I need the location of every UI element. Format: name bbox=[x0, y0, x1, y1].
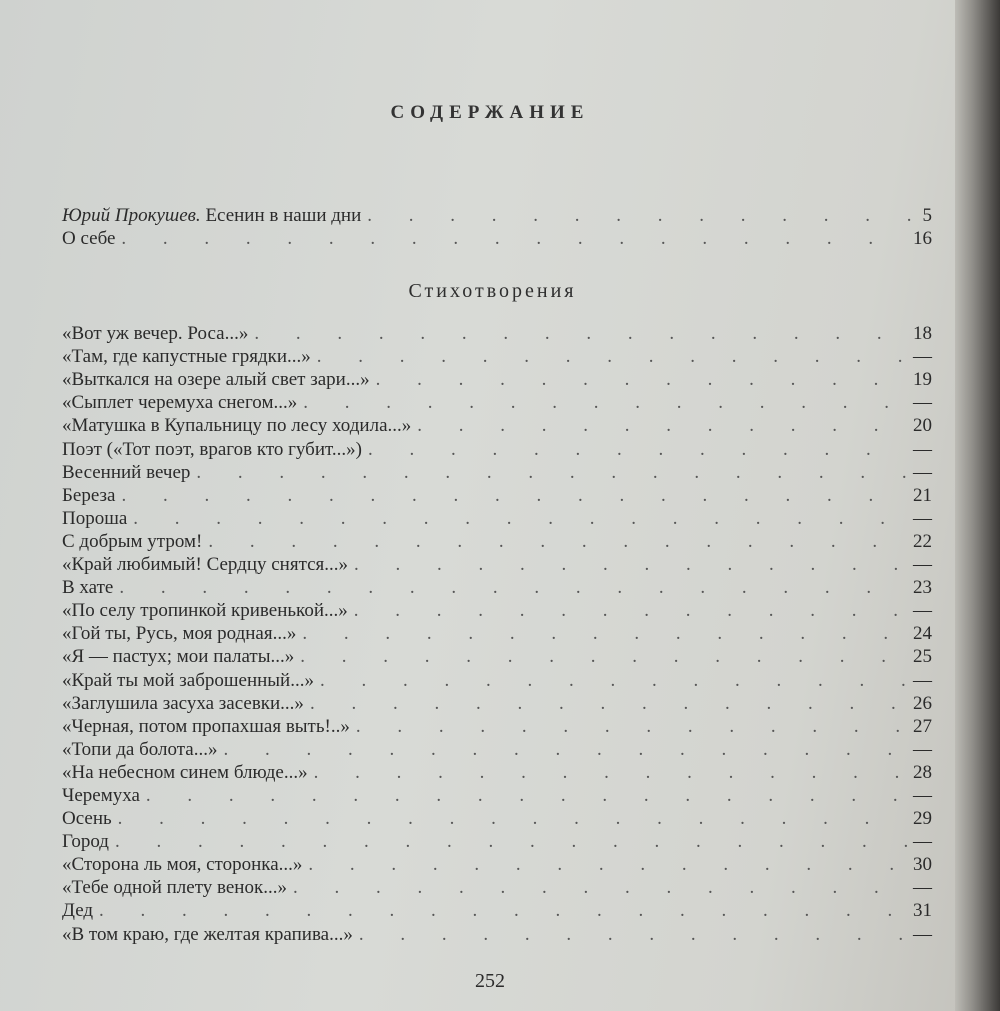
toc-entry-title: «На небесном синем блюде...» bbox=[62, 761, 308, 783]
toc-entry-page: 5 bbox=[922, 205, 932, 227]
toc-entry bbox=[62, 530, 932, 553]
toc-entry-page: 26 bbox=[913, 692, 932, 714]
toc-entry-author: Юрий Прокушев. bbox=[62, 205, 201, 227]
toc-entry bbox=[62, 692, 932, 715]
toc-entry bbox=[62, 437, 932, 460]
toc-entry bbox=[62, 599, 932, 622]
toc-entry-page: — bbox=[913, 600, 932, 622]
toc-entry-title: «Сыплет черемуха снегом...» bbox=[62, 392, 298, 414]
toc-entry-title: С добрым утром! bbox=[62, 530, 203, 552]
toc-entry bbox=[62, 784, 932, 807]
toc-entry bbox=[62, 645, 932, 668]
toc-entry-title: «Край любимый! Сердцу снятся...» bbox=[62, 554, 349, 576]
leader-dots bbox=[208, 531, 907, 553]
leader-dots bbox=[118, 808, 907, 830]
toc-entry-title: «Заглушила засуха засевки...» bbox=[62, 692, 304, 714]
toc-entry-title: Юрий Прокушев. Есенин в наши дни bbox=[62, 205, 362, 227]
leader-dots bbox=[146, 785, 907, 807]
leader-dots bbox=[308, 854, 907, 876]
leader-dots bbox=[133, 508, 907, 530]
toc-entry-page: 21 bbox=[913, 484, 932, 506]
toc-entry-page: 25 bbox=[913, 646, 932, 668]
toc-entry-title: Осень bbox=[62, 808, 112, 830]
toc-entry bbox=[62, 830, 932, 853]
toc-entry-title: «Там, где капустные грядки...» bbox=[62, 346, 311, 368]
leader-dots bbox=[99, 900, 907, 922]
toc-entry-title: «Выткался на озере алый свет зари...» bbox=[62, 369, 370, 391]
leader-dots bbox=[359, 924, 907, 946]
toc-entry-page: — bbox=[913, 877, 932, 899]
leader-dots bbox=[121, 228, 907, 250]
toc-entry-title: Дед bbox=[62, 900, 94, 922]
toc-entry-page: — bbox=[913, 346, 932, 368]
toc-entry-page: 27 bbox=[913, 715, 932, 737]
toc-entry bbox=[62, 853, 932, 876]
toc-entry bbox=[62, 715, 932, 738]
section-heading: Стихотворения bbox=[408, 280, 577, 302]
toc-entry bbox=[62, 576, 932, 599]
toc-entry bbox=[62, 922, 932, 945]
toc-entry-page: — bbox=[913, 784, 932, 806]
toc-entry bbox=[62, 738, 932, 761]
leader-dots bbox=[417, 415, 907, 437]
toc-entry-page: 22 bbox=[913, 530, 932, 552]
toc-entry-title: «По селу тропинкой кривенькой...» bbox=[62, 600, 348, 622]
leader-dots bbox=[368, 439, 907, 461]
toc-entry bbox=[62, 368, 932, 391]
toc-entry-page: 16 bbox=[913, 228, 932, 250]
leader-dots bbox=[293, 877, 907, 899]
toc-entry-page: — bbox=[913, 923, 932, 945]
leader-dots bbox=[115, 831, 907, 853]
toc-entry-title: О себе bbox=[62, 228, 116, 250]
toc-entry-page: 18 bbox=[913, 323, 932, 345]
book-spine-shadow bbox=[955, 0, 1000, 1011]
page-number: 252 bbox=[475, 970, 505, 992]
toc-entry-page: 24 bbox=[913, 623, 932, 645]
toc-entry-title: Черемуха bbox=[62, 784, 140, 806]
toc-entry-page: — bbox=[913, 738, 932, 760]
toc-entry-title: «Я — пастух; мои палаты...» bbox=[62, 646, 295, 668]
leader-dots bbox=[367, 205, 916, 227]
leader-dots bbox=[223, 739, 907, 761]
toc-entry bbox=[62, 807, 932, 830]
toc-entry-title: «Вот уж вечер. Роса...» bbox=[62, 323, 249, 345]
toc-entry-title: «Черная, потом пропахшая выть!..» bbox=[62, 715, 350, 737]
leader-dots bbox=[320, 670, 907, 692]
leader-dots bbox=[317, 346, 907, 368]
toc-entry-title: «Топи да болота...» bbox=[62, 738, 218, 760]
toc-entry bbox=[62, 227, 932, 250]
toc-entry bbox=[62, 204, 932, 227]
toc-entry-page: 28 bbox=[913, 761, 932, 783]
toc-entry-title: Поэт («Тот поэт, врагов кто губит...») bbox=[62, 438, 362, 460]
page-title: СОДЕРЖАНИЕ bbox=[390, 102, 590, 123]
toc-entry-title: «В том краю, где желтая крапива...» bbox=[62, 923, 353, 945]
toc-entry-title: Пороша bbox=[62, 507, 128, 529]
toc-entry bbox=[62, 322, 932, 345]
leader-dots bbox=[119, 577, 907, 599]
toc-entry-title: «Гой ты, Русь, моя родная...» bbox=[62, 623, 297, 645]
toc-entry bbox=[62, 345, 932, 368]
toc-entry-page: — bbox=[913, 831, 932, 853]
leader-dots bbox=[376, 369, 907, 391]
leader-dots bbox=[356, 716, 907, 738]
toc-entry-page: — bbox=[913, 438, 932, 460]
toc-entry-title: Город bbox=[62, 831, 109, 853]
toc-entry-page: 30 bbox=[913, 854, 932, 876]
leader-dots bbox=[254, 323, 907, 345]
toc-entry-page: 19 bbox=[913, 369, 932, 391]
toc-entry bbox=[62, 899, 932, 922]
toc-entry-page: 20 bbox=[913, 415, 932, 437]
toc-entry bbox=[62, 391, 932, 414]
toc-entry-page: — bbox=[913, 554, 932, 576]
toc-entry bbox=[62, 507, 932, 530]
toc-entry-page: — bbox=[913, 392, 932, 414]
toc-entry-title: Весенний вечер bbox=[62, 461, 191, 483]
toc-entry-title: «Тебе одной плету венок...» bbox=[62, 877, 287, 899]
toc-entry bbox=[62, 761, 932, 784]
leader-dots bbox=[302, 623, 907, 645]
toc-entry-title: «Край ты мой заброшенный...» bbox=[62, 669, 314, 691]
intro-toc bbox=[62, 204, 932, 250]
toc-entry-title: «Сторона ль моя, сторонка...» bbox=[62, 854, 303, 876]
leader-dots bbox=[354, 600, 907, 622]
leader-dots bbox=[303, 392, 907, 414]
toc-entry-page: — bbox=[913, 669, 932, 691]
poems-toc bbox=[62, 322, 932, 946]
toc-entry bbox=[62, 553, 932, 576]
toc-entry-page: 29 bbox=[913, 808, 932, 830]
toc-entry bbox=[62, 668, 932, 691]
toc-entry-page: 31 bbox=[913, 900, 932, 922]
toc-entry bbox=[62, 461, 932, 484]
leader-dots bbox=[310, 693, 907, 715]
toc-entry bbox=[62, 484, 932, 507]
toc-entry-title: Береза bbox=[62, 484, 116, 506]
toc-entry-page: 23 bbox=[913, 577, 932, 599]
leader-dots bbox=[121, 485, 907, 507]
toc-entry-page: — bbox=[913, 461, 932, 483]
toc-entry-page: — bbox=[913, 507, 932, 529]
toc-entry-title: В хате bbox=[62, 577, 114, 599]
toc-entry bbox=[62, 414, 932, 437]
leader-dots bbox=[196, 462, 907, 484]
leader-dots bbox=[314, 762, 907, 784]
leader-dots bbox=[354, 554, 907, 576]
toc-entry-title: «Матушка в Купальницу по лесу ходила...» bbox=[62, 415, 412, 437]
toc-entry bbox=[62, 622, 932, 645]
toc-entry bbox=[62, 876, 932, 899]
leader-dots bbox=[300, 646, 907, 668]
